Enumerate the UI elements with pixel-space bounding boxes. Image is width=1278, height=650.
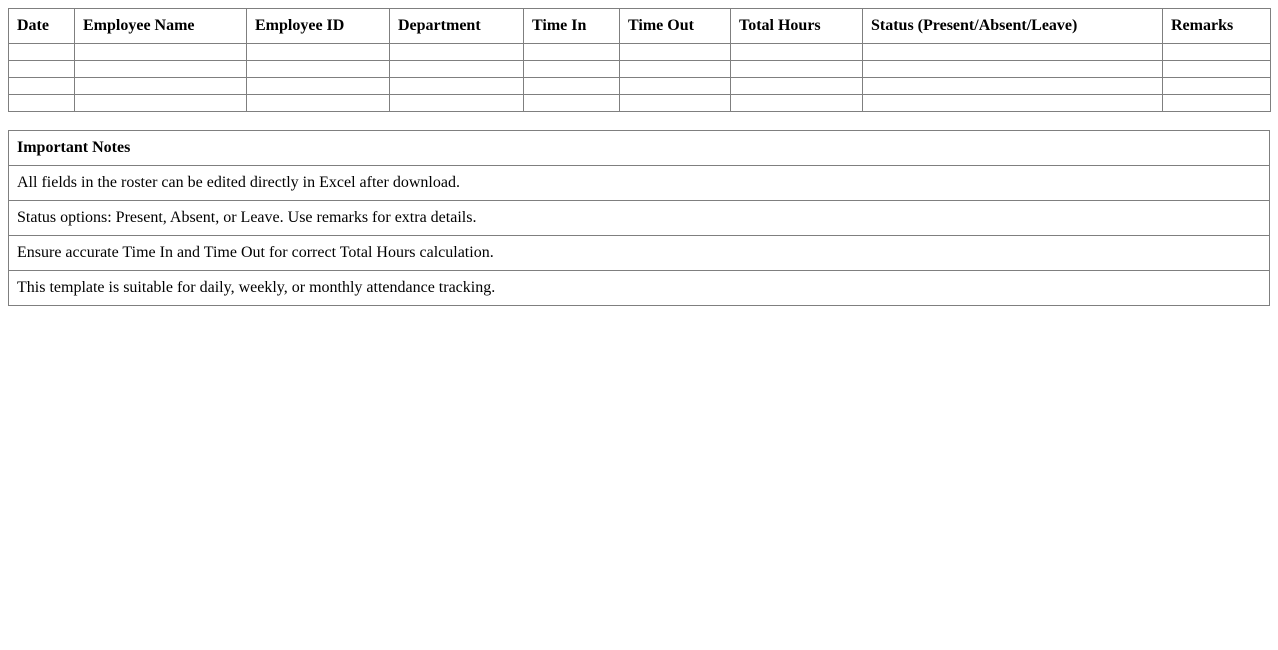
important-notes-table	[8, 130, 1270, 306]
table-cell[interactable]	[1163, 78, 1271, 95]
table-cell[interactable]	[75, 78, 247, 95]
table-cell[interactable]	[731, 95, 863, 112]
note-item: Status options: Present, Absent, or Leave. Use remarks for extra details.	[9, 201, 1270, 236]
table-cell[interactable]	[524, 78, 620, 95]
column-header-employee-name: Employee Name	[75, 9, 247, 44]
table-cell[interactable]	[9, 61, 75, 78]
table-cell[interactable]	[247, 44, 390, 61]
note-row	[9, 271, 1270, 306]
table-cell[interactable]	[390, 61, 524, 78]
table-cell[interactable]	[731, 44, 863, 61]
table-cell[interactable]	[9, 95, 75, 112]
column-header-time-out: Time Out	[620, 9, 731, 44]
table-cell[interactable]	[247, 95, 390, 112]
column-header-date: Date	[9, 9, 75, 44]
table-cell[interactable]	[731, 61, 863, 78]
table-cell[interactable]	[75, 44, 247, 61]
table-cell[interactable]	[390, 95, 524, 112]
table-cell[interactable]	[1163, 44, 1271, 61]
table-cell[interactable]	[863, 61, 1163, 78]
column-header-employee-id: Employee ID	[247, 9, 390, 44]
table-cell[interactable]	[863, 78, 1163, 95]
notes-heading: Important Notes	[9, 131, 1270, 166]
table-cell[interactable]	[731, 78, 863, 95]
table-cell[interactable]	[863, 95, 1163, 112]
table-cell[interactable]	[9, 44, 75, 61]
table-cell[interactable]	[620, 78, 731, 95]
column-header-status: Status (Present/Absent/Leave)	[863, 9, 1163, 44]
table-cell[interactable]	[620, 44, 731, 61]
table-row	[9, 61, 1271, 78]
table-cell[interactable]	[620, 61, 731, 78]
table-cell[interactable]	[9, 78, 75, 95]
table-row	[9, 44, 1271, 61]
table-cell[interactable]	[524, 61, 620, 78]
attendance-roster-table	[8, 8, 1271, 112]
table-cell[interactable]	[524, 44, 620, 61]
table-cell[interactable]	[75, 95, 247, 112]
table-cell[interactable]	[863, 44, 1163, 61]
note-row	[9, 201, 1270, 236]
notes-heading-row	[9, 131, 1270, 166]
column-header-total-hours: Total Hours	[731, 9, 863, 44]
table-row	[9, 78, 1271, 95]
table-row	[9, 95, 1271, 112]
note-row	[9, 236, 1270, 271]
table-cell[interactable]	[524, 95, 620, 112]
table-cell[interactable]	[247, 78, 390, 95]
table-cell[interactable]	[1163, 95, 1271, 112]
table-cell[interactable]	[247, 61, 390, 78]
note-item: Ensure accurate Time In and Time Out for correct Total Hours calculation.	[9, 236, 1270, 271]
table-cell[interactable]	[1163, 61, 1271, 78]
roster-body	[9, 44, 1271, 112]
column-header-department: Department	[390, 9, 524, 44]
column-header-time-in: Time In	[524, 9, 620, 44]
table-cell[interactable]	[75, 61, 247, 78]
column-header-remarks: Remarks	[1163, 9, 1271, 44]
note-item: This template is suitable for daily, weekly, or monthly attendance tracking.	[9, 271, 1270, 306]
table-cell[interactable]	[620, 95, 731, 112]
note-row	[9, 166, 1270, 201]
table-cell[interactable]	[390, 44, 524, 61]
table-cell[interactable]	[390, 78, 524, 95]
note-item: All fields in the roster can be edited directly in Excel after download.	[9, 166, 1270, 201]
roster-header-row	[9, 9, 1271, 44]
